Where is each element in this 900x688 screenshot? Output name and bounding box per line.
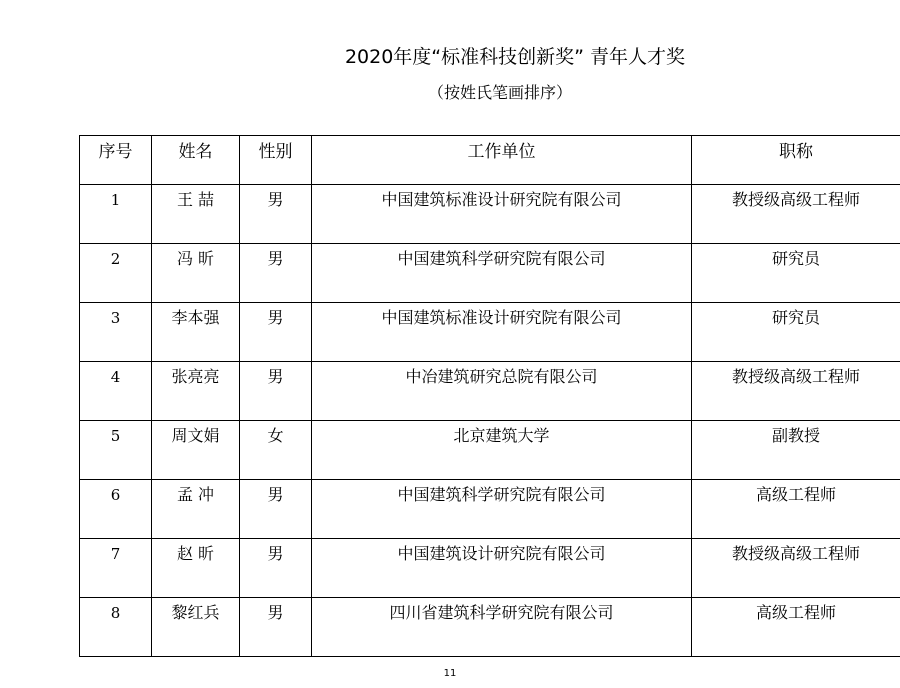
cell-employer: 北京建筑大学 [312,421,692,480]
cell-name: 赵 昕 [152,539,240,598]
cell-gender: 男 [240,362,312,421]
cell-index: 4 [80,362,152,421]
table-row [80,539,900,598]
header-employer: 工作单位 [312,136,692,185]
table-row [80,480,900,539]
table-row [80,244,900,303]
cell-index: 2 [80,244,152,303]
cell-name: 黎红兵 [152,598,240,657]
cell-gender: 男 [240,185,312,244]
cell-index: 1 [80,185,152,244]
cell-title: 研究员 [692,244,900,303]
cell-index: 6 [80,480,152,539]
cell-employer: 中冶建筑研究总院有限公司 [312,362,692,421]
cell-index: 5 [80,421,152,480]
cell-employer: 中国建筑科学研究院有限公司 [312,244,692,303]
cell-name: 孟 冲 [152,480,240,539]
table-row [80,185,900,244]
cell-title: 副教授 [692,421,900,480]
header-name: 姓名 [152,136,240,185]
cell-name: 王 喆 [152,185,240,244]
cell-gender: 男 [240,480,312,539]
cell-title: 研究员 [692,303,900,362]
cell-title: 高级工程师 [692,480,900,539]
cell-name: 张亮亮 [152,362,240,421]
cell-employer: 中国建筑标准设计研究院有限公司 [312,303,692,362]
table-row [80,303,900,362]
award-table [79,135,900,657]
cell-index: 8 [80,598,152,657]
cell-title: 教授级高级工程师 [692,539,900,598]
document-subtitle: （按姓氏笔画排序） [427,83,572,102]
header-index: 序号 [80,136,152,185]
cell-name: 周文娟 [152,421,240,480]
cell-employer: 中国建筑标准设计研究院有限公司 [312,185,692,244]
table-row [80,421,900,480]
cell-index: 3 [80,303,152,362]
cell-title: 教授级高级工程师 [692,362,900,421]
cell-title: 教授级高级工程师 [692,185,900,244]
header-title: 职称 [692,136,900,185]
cell-employer: 四川省建筑科学研究院有限公司 [312,598,692,657]
cell-name: 李本强 [152,303,240,362]
cell-gender: 男 [240,539,312,598]
cell-employer: 中国建筑科学研究院有限公司 [312,480,692,539]
cell-gender: 女 [240,421,312,480]
cell-gender: 男 [240,244,312,303]
cell-gender: 男 [240,303,312,362]
cell-employer: 中国建筑设计研究院有限公司 [312,539,692,598]
header-gender: 性别 [240,136,312,185]
cell-name: 冯 昕 [152,244,240,303]
document-title: 2020年度“标准科技创新奖” 青年人才奖 [344,46,686,68]
cell-index: 7 [80,539,152,598]
table-row [80,598,900,657]
table-row [80,362,900,421]
page-number: 11 [443,668,457,679]
cell-gender: 男 [240,598,312,657]
table-header-row [80,136,900,185]
cell-title: 高级工程师 [692,598,900,657]
